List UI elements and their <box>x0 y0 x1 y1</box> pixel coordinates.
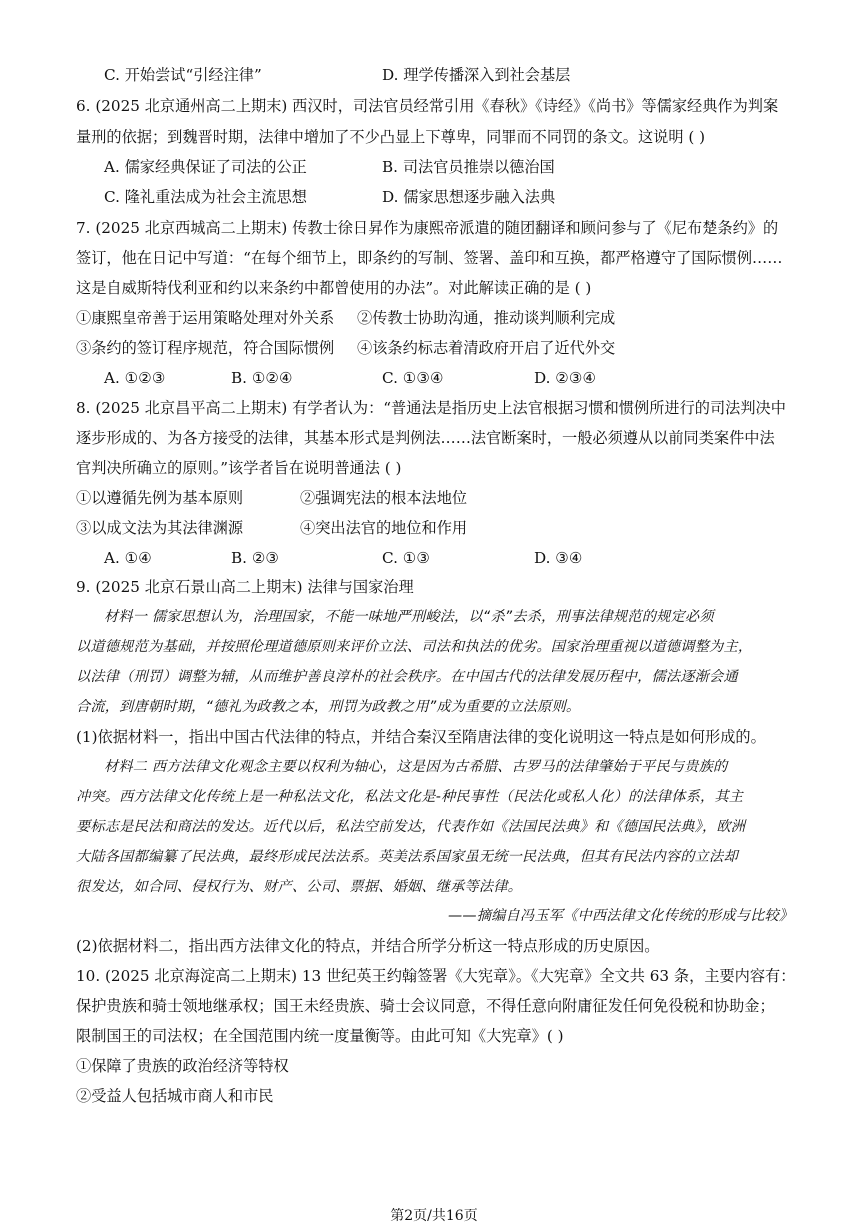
q9-subquestion-2: (2)依据材料二，指出西方法律文化的特点，并结合所学分析这一特点形成的历史原因。 <box>76 937 660 955</box>
q10-statement-2: ②受益人包括城市商人和市民 <box>76 1087 274 1105</box>
q10-statement-1: ①保障了贵族的政治经济等特权 <box>76 1057 289 1075</box>
prev-option-d: D. 理学传播深入到社会基层 <box>382 66 571 84</box>
q7-stem-line1: 7. (2025 北京西城高二上期末) 传教士徐日昇作为康熙帝派遣的随团翻译和顾问参与了《尼布楚条约》的 <box>76 219 779 237</box>
q9-title: 9. (2025 北京石景山高二上期末) 法律与国家治理 <box>76 578 414 596</box>
page-number-footer: 第2页/共16页 <box>390 1208 478 1224</box>
q9-material2-line4: 大陆各国都编纂了民法典，最终形成民法法系。英美法系国家虽无统一民法典，但其有民法内容的立法却 <box>76 849 738 865</box>
q9-material1-line1: 材料一 儒家思想认为，治理国家，不能一味地严刑峻法，以“杀”去杀，刑事法律规范的规定必须 <box>104 609 714 625</box>
q9-material1-line2: 以道德规范为基础，并按照伦理道德原则来评价立法、司法和执法的优劣。国家治理重视以道德调整为主， <box>76 639 753 655</box>
q7-option-b: B. ①②④ <box>231 369 293 387</box>
q10-stem-line2: 保护贵族和骑士领地继承权；国王未经贵族、骑士会议同意，不得任意向附庸征发任何免役税和协助金； <box>76 997 775 1015</box>
q8-option-d: D. ③④ <box>534 549 583 567</box>
q7-option-a: A. ①②③ <box>104 369 166 387</box>
q7-statement-2: ②传教士协助沟通，推动谈判顺利完成 <box>357 309 616 327</box>
q9-subquestion-1: (1)依据材料一，指出中国古代法律的特点，并结合秦汉至隋唐法律的变化说明这一特点是如何形成的。 <box>76 728 766 746</box>
q9-material2-line3: 要标志是民法和商法的发达。近代以后，私法空前发达，代表作如《法国民法典》和《德国民法典》，欧洲 <box>76 819 746 835</box>
q9-material2-line2: 冲突。西方法律文化传统上是一种私法文化，私法文化是-种民事性（民法化或私人化）的法律体系，其主 <box>76 789 744 805</box>
q6-option-c: C. 隆礼重法成为社会主流思想 <box>104 188 307 206</box>
prev-option-c: C. 开始尝试“引经注律” <box>104 66 262 84</box>
q9-material2-line1: 材料二 西方法律文化观念主要以权利为轴心，这是因为古希腊、古罗马的法律肇始于平民与贵族的 <box>104 759 728 775</box>
q7-stem-line3: 这是自威斯特伐利亚和约以来条约中都曾使用的办法”。对此解读正确的是 ( ) <box>76 279 592 297</box>
q10-stem-line1: 10. (2025 北京海淀高二上期末) 13 世纪英王约翰签署《大宪章》。《大宪章》全文共 63 条，主要内容有： <box>76 967 796 985</box>
q7-statement-1: ①康熙皇帝善于运用策略处理对外关系 <box>76 309 335 327</box>
q8-option-a: A. ①④ <box>104 549 152 567</box>
q7-statement-4: ④该条约标志着清政府开启了近代外交 <box>357 339 616 357</box>
q8-statement-3: ③以成文法为其法律渊源 <box>76 519 244 537</box>
q9-material2-line5: 很发达，如合同、侵权行为、财产、公司、票据、婚姻、继承等法律。 <box>76 879 523 895</box>
q8-stem-line3: 官判决所确立的原则。”该学者旨在说明普通法 ( ) <box>76 459 402 477</box>
q6-option-d: D. 儒家思想逐步融入法典 <box>382 188 556 206</box>
q8-statement-2: ②强调宪法的根本法地位 <box>300 489 468 507</box>
q7-statement-3: ③条约的签订程序规范，符合国际惯例 <box>76 339 335 357</box>
q6-option-b: B. 司法官员推崇以德治国 <box>382 158 555 176</box>
q6-stem-line1: 6. (2025 北京通州高二上期末) 西汉时，司法官员经常引用《春秋》《诗经》《尚书》等儒家经典作为判案 <box>76 97 779 115</box>
q9-source-citation: ——摘编自冯玉军《中西法律文化传统的形成与比较》 <box>448 908 794 924</box>
q8-option-c: C. ①③ <box>382 549 430 567</box>
q8-stem-line1: 8. (2025 北京昌平高二上期末) 有学者认为：“普通法是指历史上法官根据习惯和惯例所进行的司法判决中 <box>76 399 786 417</box>
q8-statement-1: ①以遵循先例为基本原则 <box>76 489 244 507</box>
q8-stem-line2: 逐步形成的、为各方接受的法律，其基本形式是判例法……法官断案时，一般必须遵从以前同类案件中法 <box>76 429 775 447</box>
q7-stem-line2: 签订，他在日记中写道：“在每个细节上，即条约的写制、签署、盖印和互换，都严格遵守了国际惯例…… <box>76 249 783 267</box>
q9-material1-line3: 以法律（刑罚）调整为辅，从而维护善良淳朴的社会秩序。在中国古代的法律发展历程中，儒法逐渐会通 <box>76 669 738 685</box>
q8-option-b: B. ②③ <box>231 549 280 567</box>
q6-option-a: A. 儒家经典保证了司法的公正 <box>104 158 307 176</box>
q6-stem-line2: 量刑的依据；到魏晋时期，法律中增加了不少凸显上下尊卑，同罪而不同罚的条文。这说明 ( ) <box>76 128 706 146</box>
q8-statement-4: ④突出法官的地位和作用 <box>300 519 468 537</box>
q10-stem-line3: 限制国王的司法权；在全国范围内统一度量衡等。由此可知《大宪章》( ) <box>76 1027 564 1045</box>
q7-option-d: D. ②③④ <box>534 369 597 387</box>
q7-option-c: C. ①③④ <box>382 369 444 387</box>
q9-material1-line4: 合流，到唐朝时期，“德礼为政教之本，刑罚为政教之用”成为重要的立法原则。 <box>76 699 581 715</box>
